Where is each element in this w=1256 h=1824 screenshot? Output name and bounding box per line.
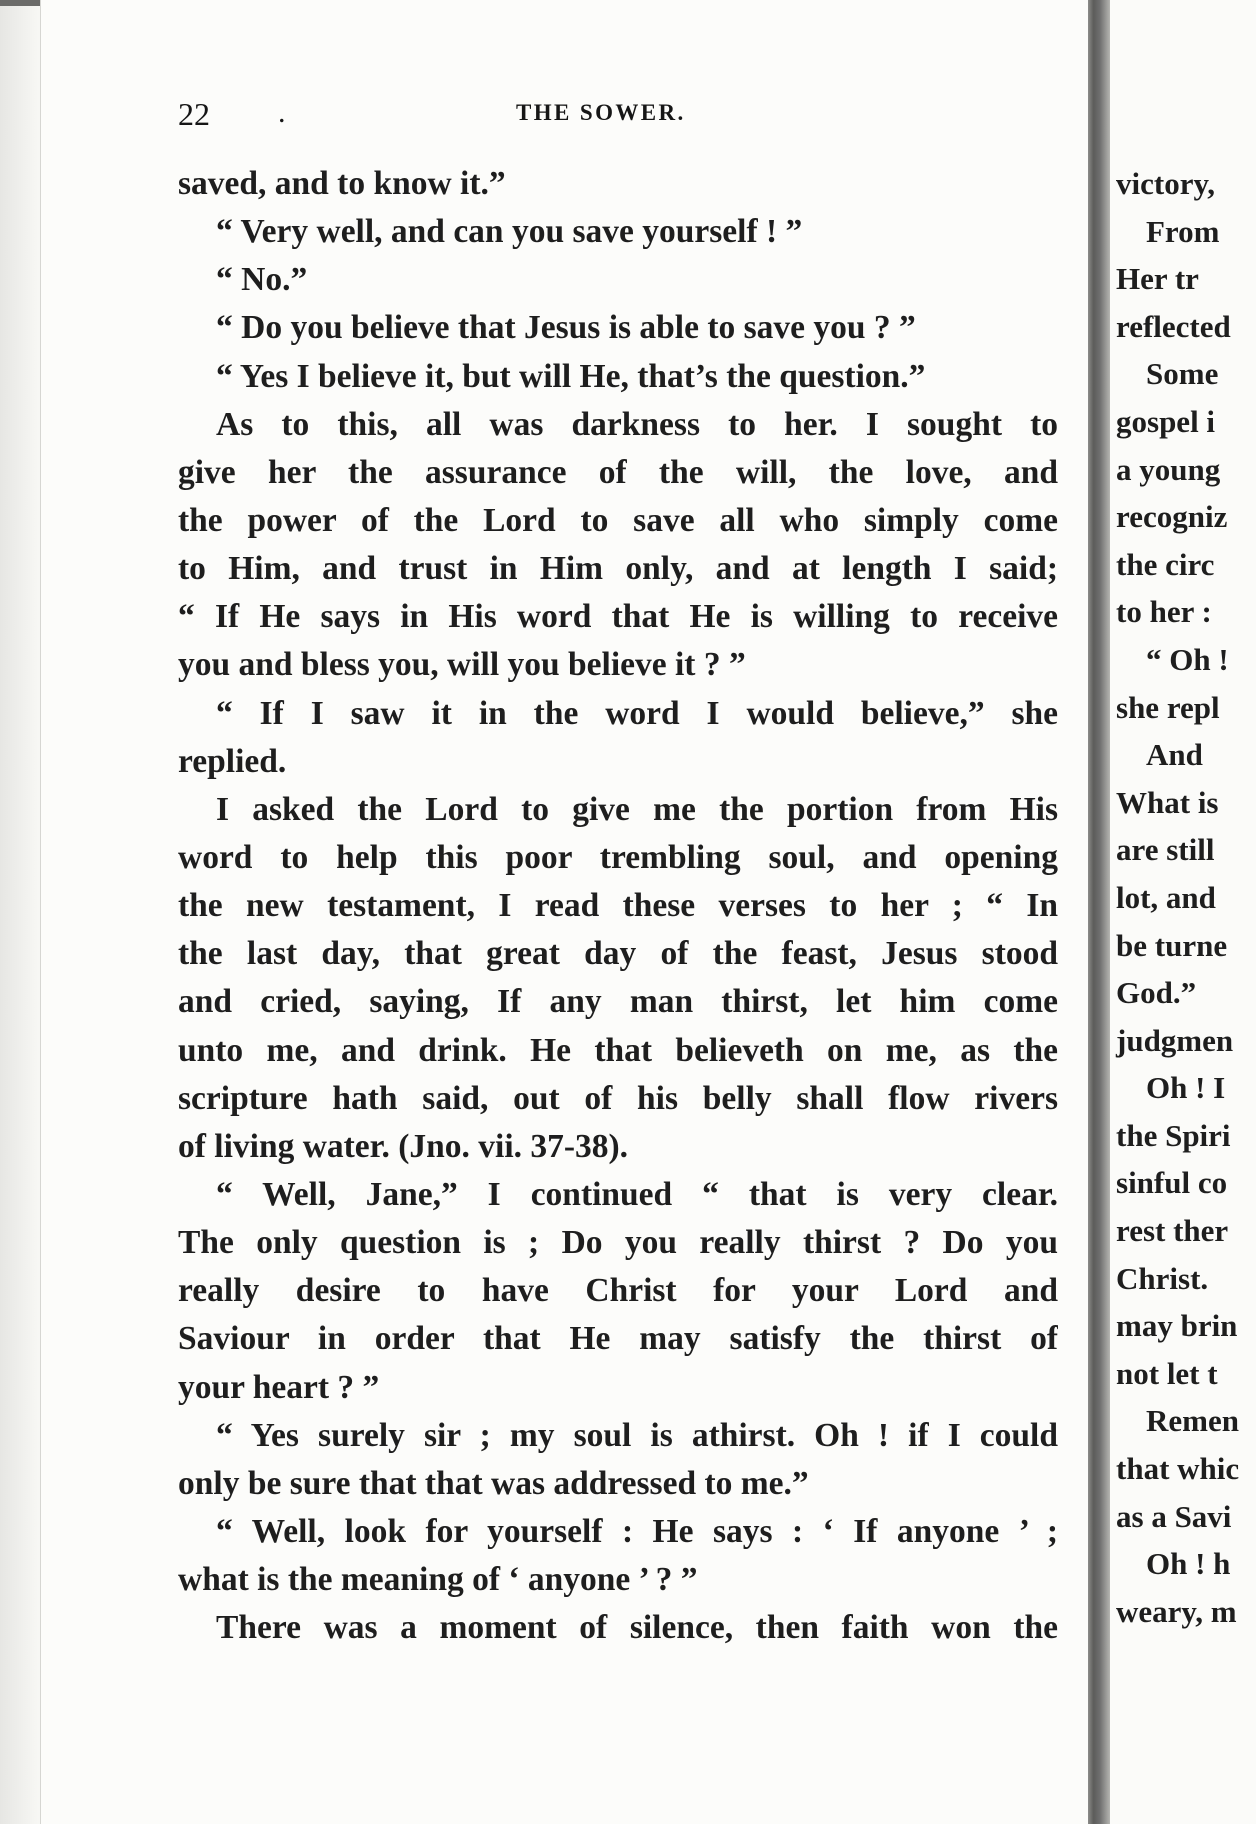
text-line: scripture hath said, out of his belly shall flow rivers <box>178 1079 1058 1117</box>
text-line: really desire to have Christ for your Lord and <box>178 1272 1058 1310</box>
header-dot: . <box>278 96 286 129</box>
right-text-line: Christ. <box>1116 1260 1209 1296</box>
page-body-text <box>178 160 1058 1652</box>
running-title: THE SOWER. <box>516 100 686 125</box>
right-text-line: victory, <box>1116 166 1215 201</box>
right-text-line: weary, m <box>1116 1593 1237 1629</box>
text-line: saved, and to know it.” <box>178 165 506 202</box>
text-line: “ Do you believe that Jesus is able to save you ? ” <box>216 309 916 347</box>
text-line: the last day, that great day of the feast, Jesus stood <box>178 935 1058 973</box>
text-line: “ No.” <box>216 261 308 299</box>
right-page-edge <box>1110 0 1256 1824</box>
right-text-line: From <box>1146 213 1220 249</box>
right-text-line: reflected <box>1116 308 1231 344</box>
text-line: The only question is ; Do you really thirst ? Do you <box>178 1224 1058 1262</box>
text-line: only be sure that that was addressed to me.” <box>178 1464 809 1502</box>
right-text-line: Remen <box>1146 1403 1239 1439</box>
book-gutter <box>1088 0 1110 1824</box>
text-line: unto me, and drink. He that believeth on me, as the <box>178 1031 1058 1069</box>
right-text-line: gospel i <box>1116 403 1216 439</box>
text-line: the new testament, I read these verses to her ; “ In <box>178 887 1058 925</box>
text-line: word to help this poor trembling soul, and opening <box>178 838 1058 876</box>
text-line: replied. <box>178 742 287 780</box>
right-text-line: “ Oh ! <box>1146 641 1229 677</box>
text-line: “ Yes I believe it, but will He, that’s the question.” <box>216 357 926 395</box>
page-number: 22 <box>178 96 210 132</box>
right-text-line: rest ther <box>1116 1213 1229 1249</box>
running-head <box>178 96 1058 132</box>
right-text-line: to her : <box>1116 594 1212 630</box>
right-text-line: be turne <box>1116 927 1228 963</box>
right-text-line: Her tr <box>1116 261 1199 297</box>
text-line: and cried, saying, If any man thirst, let him come <box>178 983 1058 1021</box>
text-line: the power of the Lord to save all who simply come <box>178 501 1058 539</box>
right-text-line: the Spiri <box>1116 1117 1231 1153</box>
text-line: to Him, and trust in Him only, and at length I said; <box>178 550 1058 588</box>
right-text-line: lot, and <box>1116 879 1216 915</box>
text-line: “ If He says in His word that He is willing to receive <box>178 598 1058 636</box>
right-text-line: she repl <box>1116 689 1220 725</box>
text-line: As to this, all was darkness to her. I sought to <box>216 405 1058 443</box>
text-line: I asked the Lord to give me the portion from His <box>216 790 1058 828</box>
right-text-line: Oh ! I <box>1146 1070 1226 1106</box>
text-line: “ Well, Jane,” I continued “ that is very clear. <box>216 1175 1058 1213</box>
text-line: give her the assurance of the will, the love, and <box>178 453 1058 491</box>
right-text-line: that whic <box>1116 1451 1240 1487</box>
right-text-line: not let t <box>1116 1355 1218 1391</box>
text-line: “ Very well, and can you save yourself ! ” <box>216 213 803 251</box>
text-line: you and bless you, will you believe it ? ” <box>178 646 746 684</box>
right-text-line: the circ <box>1116 546 1215 582</box>
right-text-line: a young <box>1116 451 1221 487</box>
text-line: of living water. (Jno. vii. 37-38). <box>178 1127 629 1165</box>
right-text-line: may brin <box>1116 1308 1238 1344</box>
text-line: Saviour in order that He may satisfy the thirst of <box>178 1320 1058 1358</box>
right-text-line: recogniz <box>1116 499 1228 535</box>
text-line: your heart ? ” <box>178 1368 380 1406</box>
right-page-text <box>1110 160 1256 1635</box>
right-text-line: God.” <box>1116 975 1197 1011</box>
right-text-line: sinful co <box>1116 1165 1228 1201</box>
text-line: “ Well, look for yourself : He says : ‘ If anyone ’ ; <box>216 1512 1058 1550</box>
right-text-line: are still <box>1116 832 1215 868</box>
right-text-line: judgmen <box>1116 1022 1234 1058</box>
right-text-line: And <box>1146 737 1203 773</box>
text-line: “ Yes surely sir ; my soul is athirst. Oh ! if I could <box>216 1416 1058 1454</box>
text-line: “ If I saw it in the word I would believe,” she <box>216 694 1058 732</box>
text-line: what is the meaning of ‘ anyone ’ ? ” <box>178 1561 698 1599</box>
right-text-line: What is <box>1116 784 1219 820</box>
text-line: There was a moment of silence, then faith won the <box>216 1609 1058 1647</box>
right-text-line: Some <box>1146 356 1219 392</box>
right-text-line: Oh ! h <box>1146 1546 1231 1582</box>
right-text-line: as a Savi <box>1116 1498 1232 1534</box>
